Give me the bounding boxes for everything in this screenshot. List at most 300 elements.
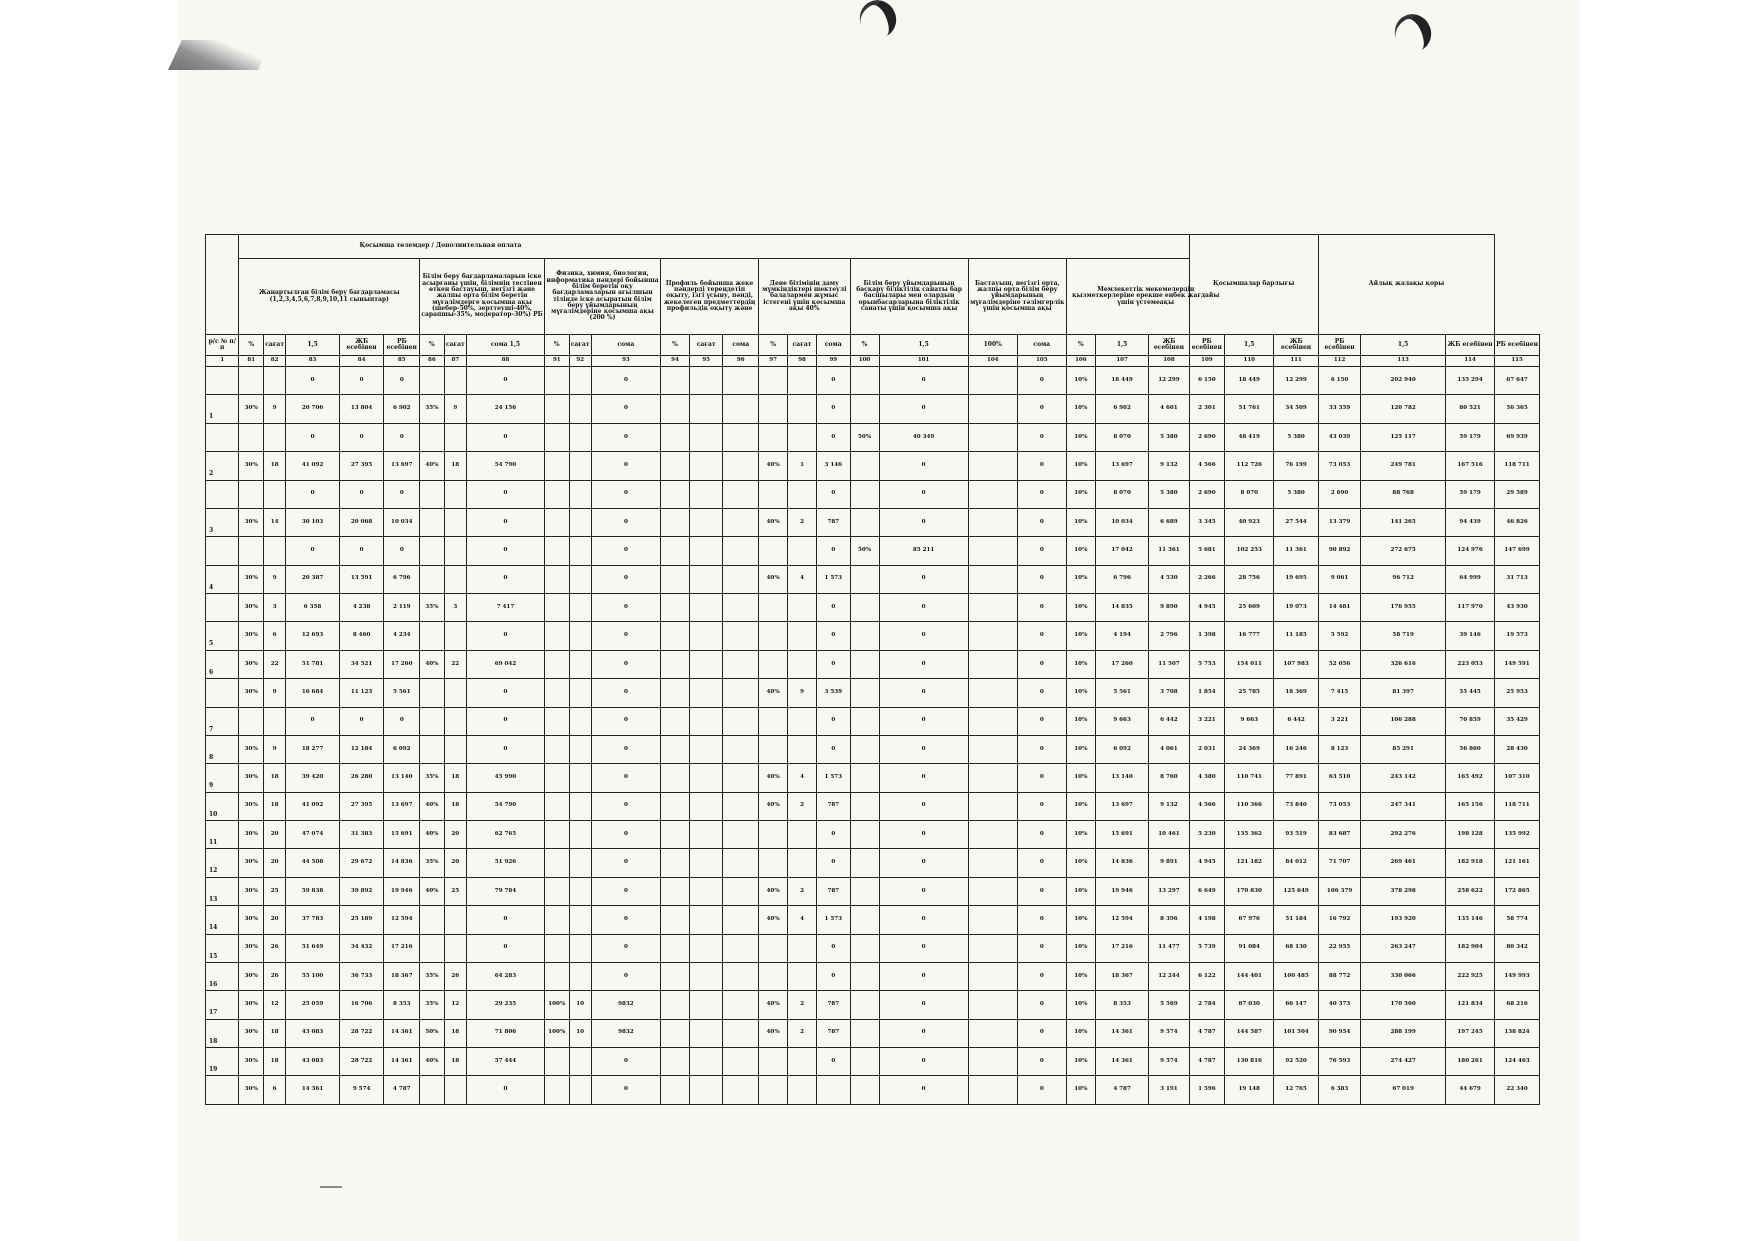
subheader-cell: % [420,335,445,356]
table-cell: 272 675 [1361,537,1446,565]
table-row [206,792,1540,820]
table-cell [788,707,817,735]
table-cell: 0 [879,679,968,707]
table-cell: 40% [759,764,788,792]
table-cell: 6 796 [384,565,420,593]
table-cell [968,1019,1017,1047]
table-cell: 0 [879,849,968,877]
subheader-cell: % [545,335,570,356]
table-cell: 787 [817,1019,850,1047]
table-cell: 100% [545,991,570,1019]
column-index-cell: 96 [723,356,759,367]
table-cell [660,565,689,593]
table-cell: 30% [239,735,264,763]
table-cell: 47 074 [286,821,340,849]
table-cell [660,821,689,849]
table-cell [239,423,264,451]
table-cell: 25 [263,877,285,905]
table-cell: 0 [591,367,660,395]
column-index-cell: 108 [1149,356,1189,367]
table-cell: 0 [879,480,968,508]
table-cell: 22 [444,650,466,678]
table-cell [569,537,591,565]
table-cell: 0 [286,423,340,451]
table-cell: 40% [420,650,445,678]
table-cell: 4 [788,565,817,593]
table-cell [759,962,788,990]
table-cell: 16 706 [339,991,384,1019]
table-cell: 4 234 [384,622,420,650]
salary-table [205,234,1540,1105]
column-index-cell: 114 [1446,356,1495,367]
table-cell: 6 122 [1189,962,1225,990]
table-cell: 10% [1066,452,1095,480]
column-index-cell: 115 [1495,356,1540,367]
subheader-cell: сома [591,335,660,356]
table-cell: 62 765 [466,821,544,849]
table-cell: 149 993 [1495,962,1540,990]
table-cell: 0 [591,934,660,962]
table-cell: 9 132 [1149,792,1189,820]
group-header: Дене бітімінің даму мүмкіндіктері шектеулі балалармен жұмыс істегені үшін қосымша ақы 40% [759,259,850,335]
table-cell: 30% [239,452,264,480]
table-cell [968,735,1017,763]
table-cell: 3 [444,594,466,622]
table-cell: 0 [1017,480,1066,508]
table-cell: 2 [788,792,817,820]
table-cell [689,764,722,792]
table-cell: 13 591 [339,565,384,593]
table-cell: 4 601 [1149,395,1189,423]
table-cell: 3 539 [817,679,850,707]
table-cell: 118 711 [1495,792,1540,820]
table-cell: 120 782 [1361,395,1446,423]
table-cell: 0 [591,622,660,650]
table-cell: 165 492 [1446,764,1495,792]
table-cell: 8 070 [1095,480,1149,508]
table-cell: 11 361 [1274,537,1319,565]
table-cell [569,877,591,905]
table-cell: 91 084 [1225,934,1274,962]
table-cell [689,991,722,1019]
table-cell [759,423,788,451]
table-cell: 19 946 [384,877,420,905]
table-cell [444,537,466,565]
table-cell: 48 419 [1225,423,1274,451]
table-cell: 18 [263,764,285,792]
table-cell: 22 955 [1318,934,1360,962]
table-cell: 9 061 [1318,565,1360,593]
column-index-cell: 88 [466,356,544,367]
table-cell: 182 918 [1446,849,1495,877]
table-cell: 125 117 [1361,423,1446,451]
table-cell [759,735,788,763]
table-cell: 222 925 [1446,962,1495,990]
table-cell: 138 824 [1495,1019,1540,1047]
table-cell: 144 401 [1225,962,1274,990]
table-cell [850,906,879,934]
table-cell: 3 708 [1149,679,1189,707]
table-cell: 0 [591,792,660,820]
table-cell: 41 092 [286,452,340,480]
group-header: Бастауыш, негізгі орта, жалпы орта білім беру ұйымдарының мұғалімдеріне тәлімгерлік үшін қосымша ақы [968,259,1066,335]
table-cell: 10% [1066,877,1095,905]
table-cell: 0 [817,650,850,678]
table-cell: 6 442 [1274,707,1319,735]
table-cell [689,906,722,934]
table-cell: 0 [466,622,544,650]
table-cell [545,906,570,934]
table-cell: 40% [759,508,788,536]
table-cell [723,423,759,451]
table-cell [660,367,689,395]
table-cell [263,707,285,735]
table-cell [968,764,1017,792]
table-cell [420,367,445,395]
table-cell: 10% [1066,679,1095,707]
table-cell: 20 706 [286,395,340,423]
table-cell [968,792,1017,820]
table-cell: 0 [591,707,660,735]
table-cell: 4 566 [1189,452,1225,480]
subheader-cell: сома [723,335,759,356]
subheader-cell: 1,5 [1095,335,1149,356]
table-cell: 121 161 [1495,849,1540,877]
table-row [206,650,1540,678]
table-cell [545,962,570,990]
table-cell [723,849,759,877]
table-cell: 5 753 [1189,650,1225,678]
row-number [206,480,239,508]
table-cell: 0 [1017,821,1066,849]
table-cell: 0 [339,537,384,565]
table-cell: 26 280 [339,764,384,792]
table-cell: 30% [239,792,264,820]
table-cell: 57 444 [466,1048,544,1076]
table-cell [723,934,759,962]
table-cell [788,650,817,678]
table-cell: 118 711 [1495,452,1540,480]
table-cell: 10 [569,991,591,1019]
table-cell: 0 [286,707,340,735]
table-cell [545,594,570,622]
table-cell: 0 [286,537,340,565]
table-cell: 6 [263,1076,285,1104]
subheader-cell: ЖБ есебінен [339,335,384,356]
table-cell: 0 [879,991,968,1019]
table-cell: 12 299 [1149,367,1189,395]
table-cell [660,452,689,480]
table-cell: 0 [591,395,660,423]
table-cell: 73 840 [1274,792,1319,820]
table-cell: 11 477 [1149,934,1189,962]
table-cell: 84 012 [1274,849,1319,877]
table-cell: 28 722 [339,1048,384,1076]
table-cell: 0 [286,367,340,395]
table-cell: 40% [759,792,788,820]
table-cell: 0 [466,537,544,565]
table-cell [569,679,591,707]
table-cell: 6 383 [1318,1076,1360,1104]
table-cell: 0 [1017,650,1066,678]
table-cell: 77 891 [1274,764,1319,792]
table-cell: 12 765 [1274,1076,1319,1104]
table-cell: 30% [239,821,264,849]
table-cell: 0 [466,1076,544,1104]
table-cell: 40% [420,792,445,820]
table-cell [660,1019,689,1047]
table-cell: 0 [879,1076,968,1104]
table-cell: 4 [788,764,817,792]
table-cell: 10% [1066,735,1095,763]
table-cell: 0 [879,934,968,962]
table-cell: 30% [239,679,264,707]
table-cell: 6 689 [1149,508,1189,536]
table-cell: 30% [239,650,264,678]
table-cell: 20 068 [339,508,384,536]
table-cell [569,707,591,735]
row-number: 1 [206,395,239,423]
table-cell: 0 [384,537,420,565]
table-cell: 6 092 [384,735,420,763]
table-cell [660,735,689,763]
table-cell: 193 920 [1361,906,1446,934]
table-cell: 0 [879,906,968,934]
table-cell: 59 179 [1446,423,1495,451]
table-cell: 18 [444,1019,466,1047]
table-cell: 1 573 [817,906,850,934]
table-cell [968,962,1017,990]
table-cell: 50% [420,1019,445,1047]
table-cell [759,1048,788,1076]
table-cell: 10% [1066,792,1095,820]
table-cell: 0 [879,367,968,395]
column-index-cell: 111 [1274,356,1319,367]
table-cell [723,735,759,763]
table-cell: 19 946 [1095,877,1149,905]
table-cell: 26 [444,962,466,990]
table-cell: 4 198 [1189,906,1225,934]
table-cell [569,508,591,536]
table-cell: 102 253 [1225,537,1274,565]
table-row [206,821,1540,849]
column-index-cell: 92 [569,356,591,367]
table-cell [850,792,879,820]
table-cell [569,735,591,763]
table-cell [263,537,285,565]
table-cell: 0 [879,508,968,536]
table-cell: 124 463 [1495,1048,1540,1076]
table-cell: 19 573 [1495,622,1540,650]
table-cell: 35% [420,764,445,792]
table-cell [850,735,879,763]
table-cell: 1 596 [1189,1076,1225,1104]
table-cell [569,1048,591,1076]
table-cell [689,1076,722,1104]
table-cell: 29 589 [1495,480,1540,508]
table-cell [420,679,445,707]
table-cell [444,1076,466,1104]
table-cell [660,508,689,536]
table-cell: 0 [591,508,660,536]
table-cell: 0 [879,821,968,849]
table-cell: 10% [1066,962,1095,990]
subheader-cell: сома [1017,335,1066,356]
table-cell: 0 [591,537,660,565]
table-row [206,877,1540,905]
table-cell: 0 [1017,423,1066,451]
table-cell [545,395,570,423]
table-cell: 52 056 [1318,650,1360,678]
row-number: 6 [206,650,239,678]
table-cell [545,1048,570,1076]
table-cell: 0 [1017,452,1066,480]
table-cell [788,962,817,990]
table-cell [660,962,689,990]
column-index-cell: 110 [1225,356,1274,367]
table-cell [689,877,722,905]
table-cell: 29 672 [339,849,384,877]
table-cell: 0 [879,962,968,990]
table-cell: 4 194 [1095,622,1149,650]
table-cell [759,707,788,735]
row-number: 3 [206,508,239,536]
table-cell: 135 362 [1225,821,1274,849]
table-cell [850,565,879,593]
group-header: Физика, химия, биология, информатика пәндері бойынша білім беретін оқу бағдарламаларын ағылшын тілінде іске асыратын білім беру ұйымдарының мұғалімдеріне қосымша ақы (200 %) [545,259,661,335]
row-number [206,594,239,622]
table-cell: 20 387 [286,565,340,593]
table-cell: 51 781 [286,650,340,678]
table-cell: 2 [788,877,817,905]
table-cell: 40% [759,679,788,707]
table-cell: 0 [1017,962,1066,990]
table-cell: 0 [591,877,660,905]
table-cell: 64 283 [466,962,544,990]
table-cell: 0 [286,480,340,508]
table-cell: 101 504 [1274,1019,1319,1047]
table-row [206,423,1540,451]
table-cell [263,367,285,395]
table-cell [723,452,759,480]
table-cell: 46 826 [1495,508,1540,536]
table-cell: 27 544 [1274,508,1319,536]
table-cell: 6 150 [1189,367,1225,395]
table-cell: 30% [239,565,264,593]
table-cell: 0 [879,650,968,678]
table-cell: 81 397 [1361,679,1446,707]
table-cell [660,423,689,451]
group-header: Мемлекеттік мекемелердің қызметкерлеріне ерекше еңбек жағдайы үшін үстемеақы [1066,259,1224,335]
table-cell [569,423,591,451]
table-cell: 4 787 [1189,1048,1225,1076]
table-cell: 0 [1017,764,1066,792]
table-cell [545,565,570,593]
table-cell: 14 836 [1095,849,1149,877]
table-cell: 22 340 [1495,1076,1540,1104]
num-col-header: р/с № п/п [206,335,239,356]
group-header: Жаңартылған білім беру бағдарламасы (1,2,3,4,5,6,7,8,9,10,11 сыныптар) [239,259,420,335]
table-cell [689,650,722,678]
table-cell: 90 954 [1318,1019,1360,1047]
table-cell [660,877,689,905]
table-cell: 125 649 [1274,877,1319,905]
table-cell [759,480,788,508]
row-number: 10 [206,792,239,820]
table-cell: 18 [444,792,466,820]
table-row [206,1076,1540,1104]
table-cell: 292 276 [1361,821,1446,849]
table-cell [788,934,817,962]
table-cell: 2 301 [1189,395,1225,423]
table-row [206,991,1540,1019]
table-cell: 787 [817,991,850,1019]
table-cell: 83 687 [1318,821,1360,849]
table-cell: 0 [817,480,850,508]
subheader-cell: сағат [689,335,722,356]
table-cell [420,707,445,735]
table-cell: 0 [817,821,850,849]
table-cell: 4 238 [339,594,384,622]
table-cell: 30% [239,877,264,905]
table-cell: 9 [263,679,285,707]
table-cell: 12 184 [339,735,384,763]
table-cell: 3 345 [1189,508,1225,536]
table-cell: 5 380 [1149,480,1189,508]
table-cell: 5 739 [1189,934,1225,962]
table-cell: 5 561 [1095,679,1149,707]
table-cell: 39 420 [286,764,340,792]
table-cell: 10% [1066,594,1095,622]
table-cell: 288 199 [1361,1019,1446,1047]
table-cell: 2 690 [1189,480,1225,508]
row-number: 14 [206,906,239,934]
table-cell [569,650,591,678]
table-cell [545,792,570,820]
table-cell: 0 [591,480,660,508]
table-cell [723,1048,759,1076]
table-row [206,934,1540,962]
table-cell [968,452,1017,480]
table-cell: 144 587 [1225,1019,1274,1047]
table-cell [850,849,879,877]
table-cell [545,849,570,877]
row-number [206,423,239,451]
table-cell: 18 449 [1225,367,1274,395]
table-cell [723,508,759,536]
table-cell [968,821,1017,849]
table-cell [759,594,788,622]
table-cell [759,622,788,650]
table-cell: 0 [339,423,384,451]
table-cell: 13 140 [384,764,420,792]
row-number: 7 [206,707,239,735]
table-cell: 67 976 [1225,906,1274,934]
table-cell: 30% [239,1076,264,1104]
table-cell: 9 663 [1225,707,1274,735]
table-cell [817,1076,850,1104]
table-cell: 93 519 [1274,821,1319,849]
table-cell [545,1076,570,1104]
table-cell: 28 722 [339,1019,384,1047]
table-cell: 17 260 [1095,650,1149,678]
column-index-cell: 113 [1361,356,1446,367]
table-cell: 67 647 [1495,367,1540,395]
table-cell: 141 265 [1361,508,1446,536]
table-cell: 0 [817,849,850,877]
table-cell: 12 244 [1149,962,1189,990]
table-cell [850,650,879,678]
